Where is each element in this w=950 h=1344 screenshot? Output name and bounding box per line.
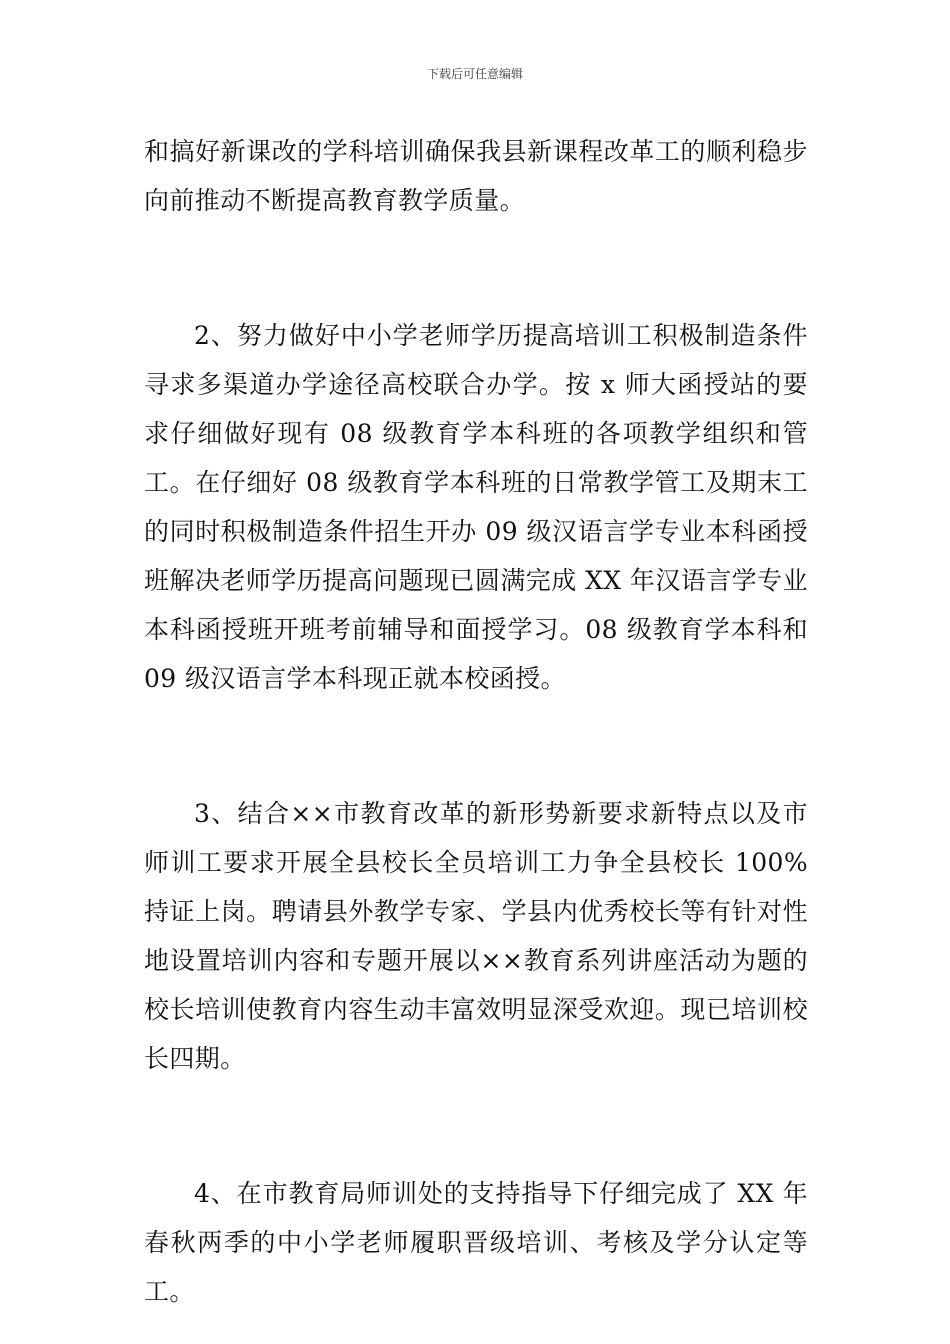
document-body bbox=[144, 127, 808, 1316]
page-header: 下载后可任意编辑 bbox=[426, 67, 523, 81]
paragraph-item-3: 3、结合××市教育改革的新形势新要求新特点以及市师训工要求开展全县校长全员培训工力争全县校长 100%持证上岗。聘请县外教学专家、学县内优秀校长等有针对性地设置培训内容和专题开展以××教育系列讲座活动为题的校长培训使教育内容生动丰富效明显深受欢迎。现已培训校长四期。 bbox=[144, 799, 808, 1073]
paragraph-continuation: 和搞好新课改的学科培训确保我县新课程改革工的顺利稳步向前推动不断提高教育教学质量。 bbox=[144, 137, 808, 215]
paragraph-item-4: 4、在市教育局师训处的支持指导下仔细完成了 XX 年春秋两季的中小学老师履职晋级培训、考核及学分认定等工。 bbox=[144, 1179, 808, 1306]
paragraph-gap bbox=[144, 703, 808, 789]
paragraph-gap bbox=[144, 1083, 808, 1169]
paragraph-item-2: 2、努力做好中小学老师学历提高培训工积极制造条件寻求多渠道办学途径高校联合办学。按 x 师大函授站的要求仔细做好现有 08 级教育学本科班的各项教学组织和管工。在仔细好 08 级教育学本科班的日常教学管工及期末工的同时积极制造条件招生开办 09 级汉语言学专业本科函授班解决老师学历提高问题现已圆满完成 XX 年汉语言学专业本科函授班开班考前辅导和面授学习。08 级教育学本科和 09 级汉语言学本科现正就本校函授。 bbox=[144, 321, 808, 693]
paragraph-gap bbox=[144, 225, 808, 311]
